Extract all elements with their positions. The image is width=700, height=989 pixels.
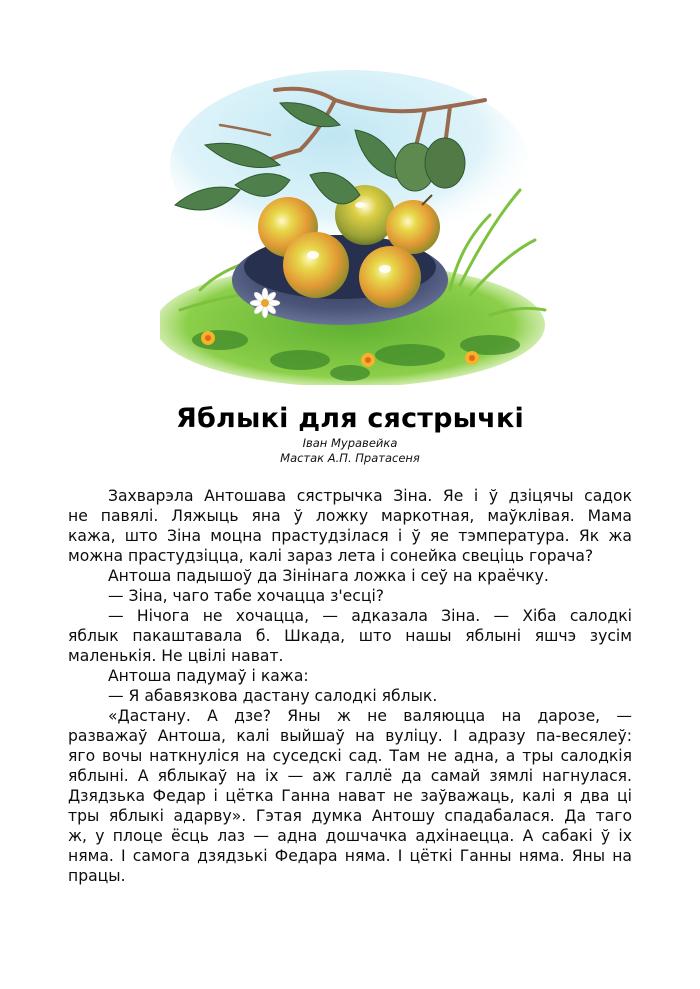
text-line: не павялі. Ляжыць яна ў ложку маркотная, маўклівая. Мама: [68, 507, 632, 525]
paragraph: [68, 606, 632, 666]
text-line: «Дастану. А дзе? Яны ж не валяюцца на дарозе, —: [108, 707, 632, 725]
paragraph: [68, 666, 632, 686]
text-line: Захварэла Антошава сястрычка Зіна. Яе і ў дзіцячы садок: [108, 487, 632, 505]
text-line: яблык пакаштавала б. Шкада, што нашы яблыні яшчэ зусім: [68, 627, 632, 645]
story-title: Яблыкі для сястрычкі: [176, 403, 524, 434]
text-line: — Я абавязкова дастану салодкі яблык.: [108, 687, 438, 705]
text-line: — Нічога не хочацца, — адказала Зіна. — Хіба салодкі: [108, 607, 632, 625]
paragraph: [68, 586, 632, 606]
text-line: маленькія. Не цвілі нават.: [68, 647, 284, 665]
text-line: няма. І самога дзядзькі Федара няма. І цёткі Ганны няма. Яны на: [68, 847, 632, 865]
text-line: можна прастудзіцца, калі зараз лета і сонейка свеціць горача?: [68, 547, 594, 565]
text-line: тры яблыкі адарву». Гэтая думка Антошу спадабалася. Да таго: [68, 807, 632, 825]
paragraph: [68, 486, 632, 566]
story-body: [68, 486, 632, 886]
text-line: працы.: [68, 867, 126, 885]
paragraph: [68, 566, 632, 586]
story-illustration: [160, 55, 550, 385]
illustrator-credit: Мастак А.П. Пратасеня: [280, 451, 420, 465]
apples-in-bowl-illustration: [160, 55, 550, 385]
text-line: яго вочы наткнуліся на суседскі сад. Там не адна, а тры салодкія: [68, 747, 632, 765]
text-line: разважаў Антоша, калі выйшаў на вуліцу. І адразу па-весялеў:: [68, 727, 632, 745]
text-line: Антоша падумаў і кажа:: [108, 667, 309, 685]
text-line: кажа, што Зіна моцна прастудзілася і ў яе тэмпература. Як жа: [68, 527, 632, 545]
text-line: ж, у плоце ёсць лаз — адна дошчачка адхінаецца. А сабакі ў іх: [68, 827, 632, 845]
text-line: — Зіна, чаго табе хочацца з'есці?: [108, 587, 385, 605]
text-line: Дзядзька Федар і цётка Ганна нават не заўважаць, калі я два ці: [68, 787, 632, 805]
text-line: Антоша падышоў да Зінінага ложка і сеў на краёчку.: [108, 567, 549, 585]
text-line: яблыні. А яблыкаў на іх — аж галлё да самай зямлі нагнулася.: [68, 767, 632, 785]
author-name: Іван Муравейка: [302, 436, 398, 450]
paragraph: [68, 686, 632, 706]
paragraph: [68, 706, 632, 886]
